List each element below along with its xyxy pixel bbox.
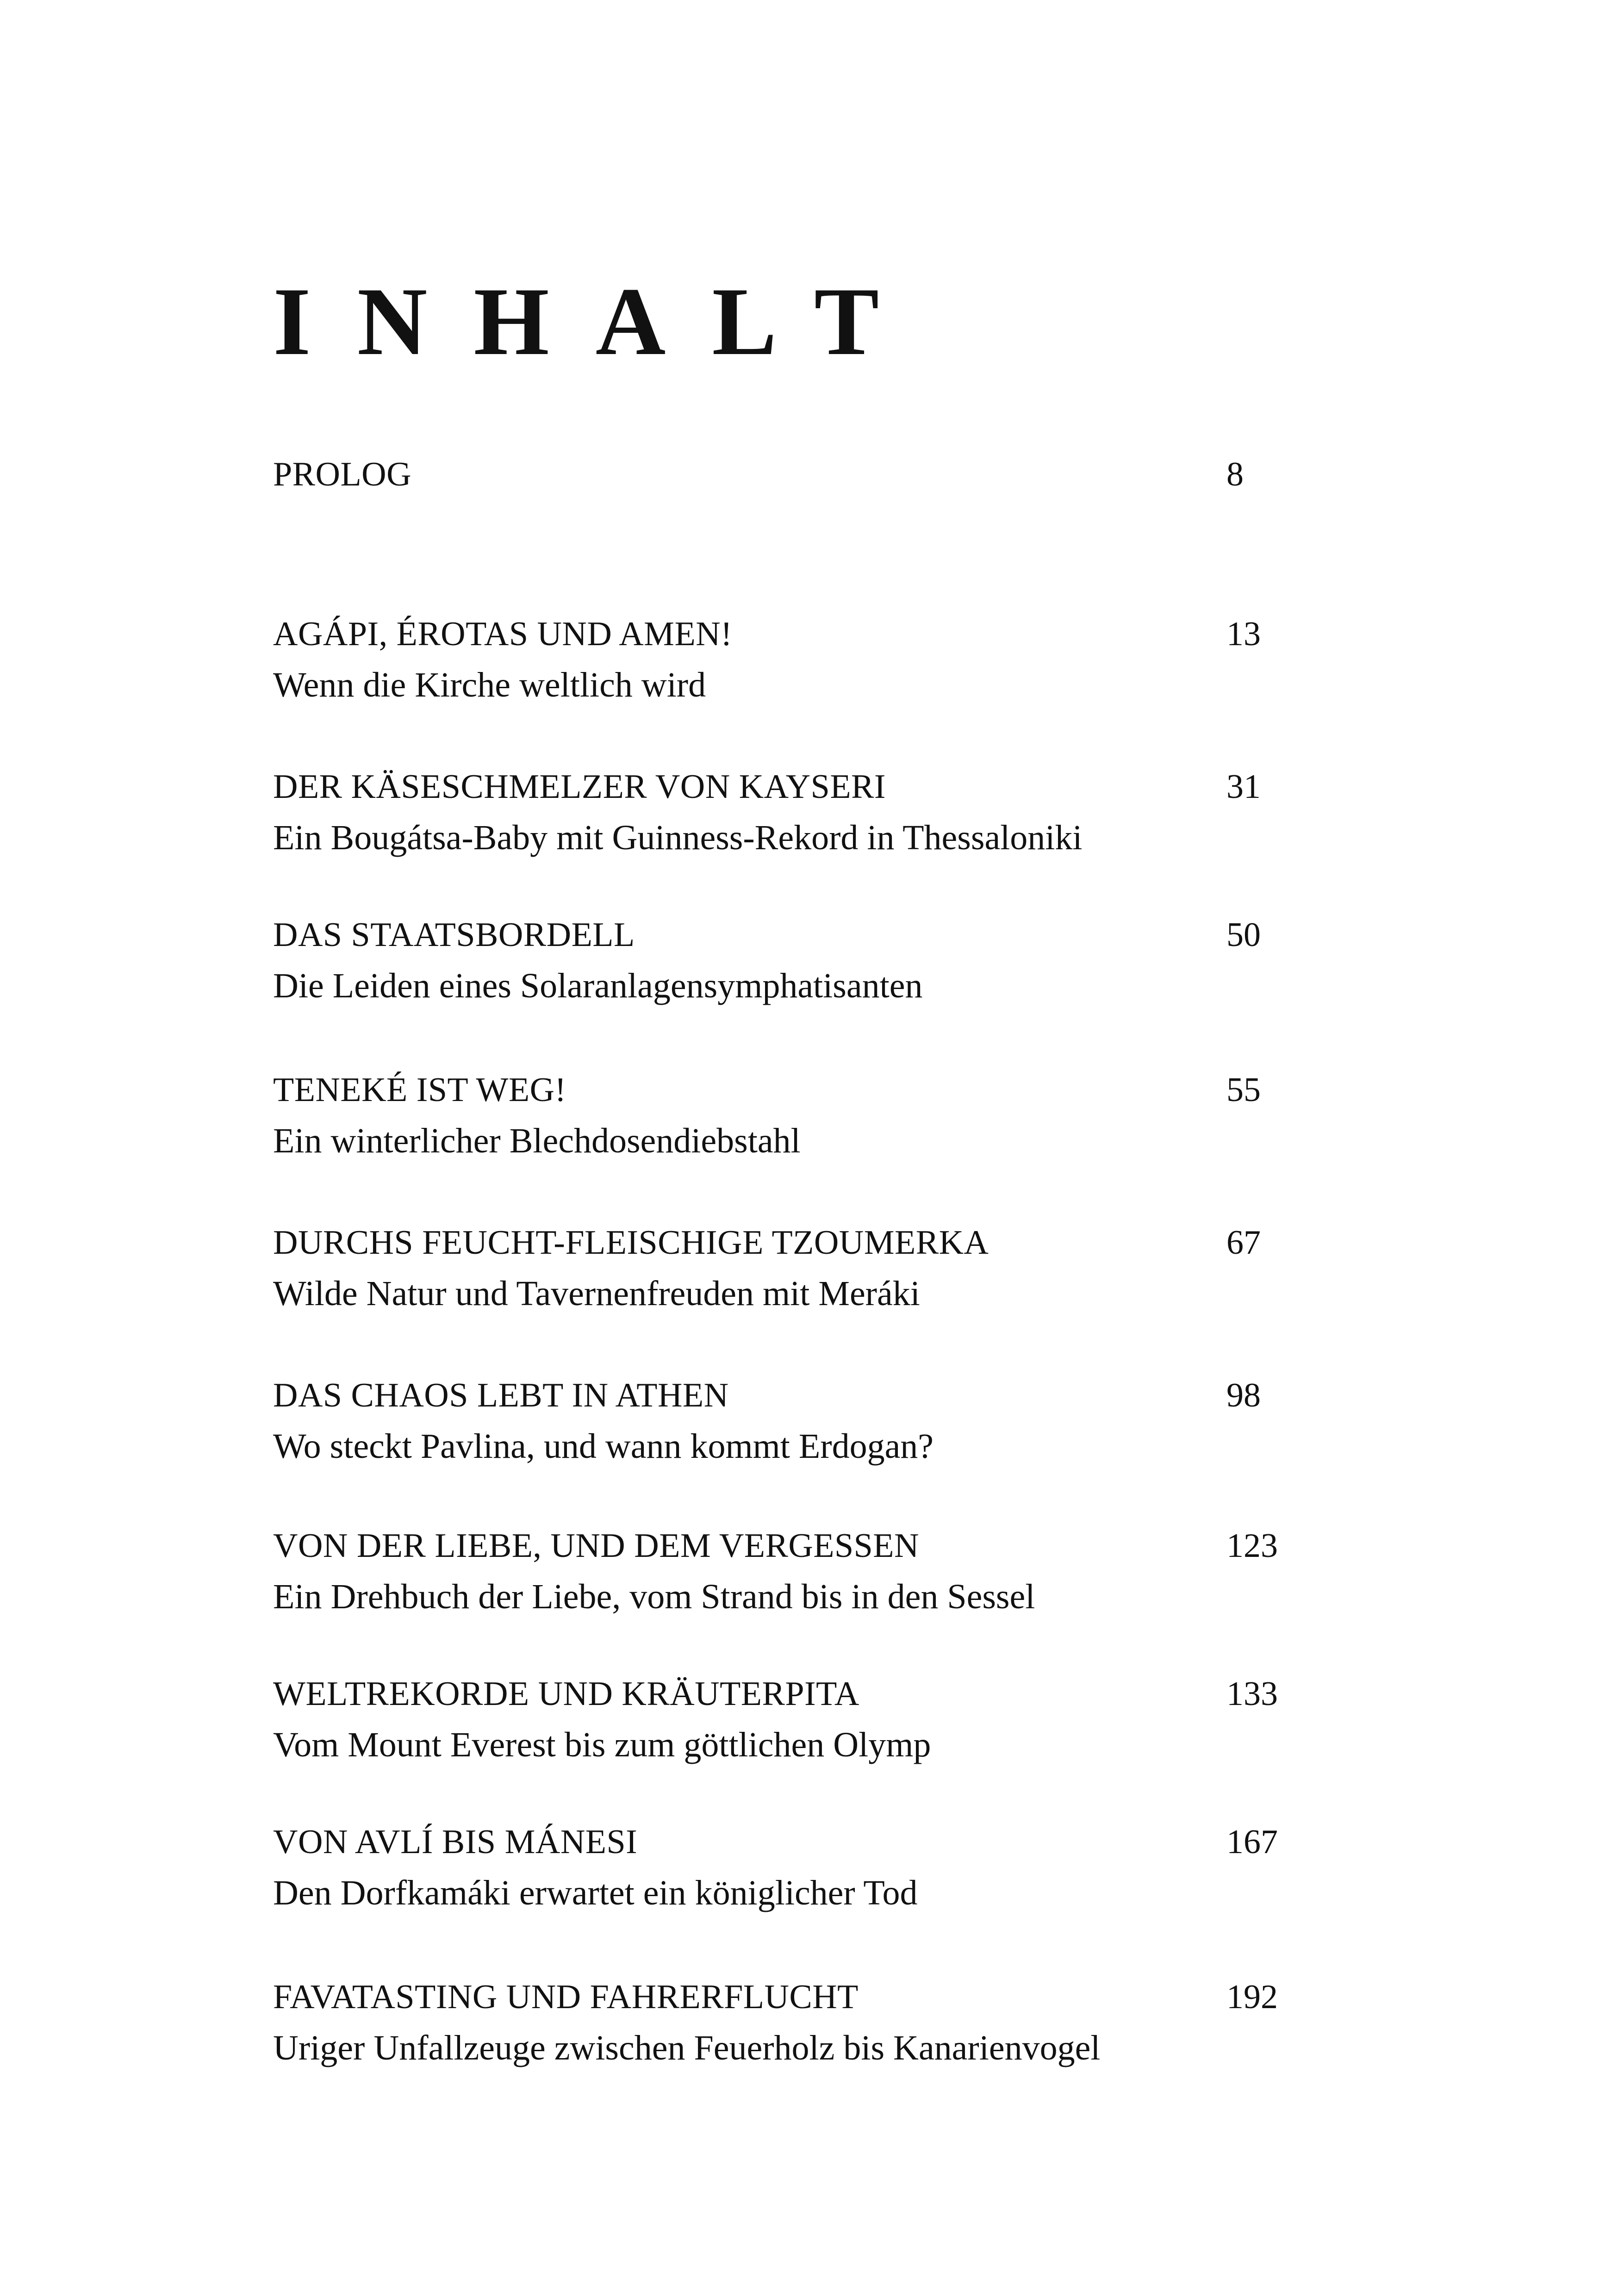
toc-entry-title: WELTREKORDE UND KRÄUTERPITA — [273, 1675, 859, 1713]
toc-entry-page: 50 — [1226, 916, 1261, 954]
toc-entry — [273, 1370, 1338, 1472]
toc-entry-subtitle: Vom Mount Everest bis zum göttlichen Olymp — [273, 1725, 931, 1764]
toc-entry-title: VON AVLÍ BIS MÁNESI — [273, 1823, 638, 1861]
toc-entry-prolog — [273, 449, 1338, 500]
toc-entry-page: 55 — [1226, 1071, 1261, 1109]
toc-entry-subtitle: Wenn die Kirche weltlich wird — [273, 666, 706, 704]
toc-entry-subtitle: Die Leiden eines Solaranlagensymphatisanten — [273, 966, 923, 1005]
toc-entry-title: DAS CHAOS LEBT IN ATHEN — [273, 1376, 729, 1414]
toc-entry-page: 123 — [1226, 1527, 1278, 1565]
toc-entry — [273, 909, 1338, 1011]
toc-entry-page: 98 — [1226, 1376, 1261, 1414]
page-title: INHALT — [273, 268, 926, 375]
toc-entry-page: 167 — [1226, 1823, 1278, 1861]
toc-entry-subtitle: Uriger Unfallzeuge zwischen Feuerholz bis Kanarienvogel — [273, 2028, 1101, 2067]
toc-entry — [273, 1064, 1338, 1166]
toc-entry-page: 8 — [1226, 455, 1244, 493]
toc-entry-subtitle: Ein Drehbuch der Liebe, vom Strand bis in den Sessel — [273, 1577, 1035, 1616]
toc-entry-page: 13 — [1226, 615, 1261, 653]
toc-entry-page: 67 — [1226, 1224, 1261, 1262]
toc-entry — [273, 1217, 1338, 1319]
toc-entry-subtitle: Den Dorfkamáki erwartet ein königlicher Tod — [273, 1873, 918, 1912]
toc-entry — [273, 609, 1338, 710]
toc-entry-page: 192 — [1226, 1978, 1278, 2016]
toc-entry-title: PROLOG — [273, 455, 412, 493]
toc-entry-title: DAS STAATSBORDELL — [273, 916, 635, 954]
toc-entry-title: DURCHS FEUCHT-FLEISCHIGE TZOUMERKA — [273, 1224, 989, 1262]
toc-entry-title: AGÁPI, ÉROTAS UND AMEN! — [273, 615, 733, 653]
toc-entry-subtitle: Wo steckt Pavlina, und wann kommt Erdogan? — [273, 1427, 934, 1466]
toc-entry — [273, 1972, 1338, 2073]
toc-entry — [273, 1817, 1338, 1918]
toc-entry-title: FAVATASTING UND FAHRERFLUCHT — [273, 1978, 859, 2016]
toc-entry-title: VON DER LIEBE, UND DEM VERGESSEN — [273, 1527, 919, 1565]
toc-entry — [273, 1668, 1338, 1770]
toc-entry — [273, 761, 1338, 863]
toc-entry-subtitle: Ein Bougátsa-Baby mit Guinness-Rekord in Thessaloniki — [273, 818, 1083, 857]
toc-entry-subtitle: Wilde Natur und Tavernenfreuden mit Meráki — [273, 1274, 920, 1313]
toc-entry — [273, 1520, 1338, 1622]
toc-entry-title: TENEKÉ IST WEG! — [273, 1071, 566, 1109]
toc-entry-page: 31 — [1226, 768, 1261, 806]
toc-entry-page: 133 — [1226, 1675, 1278, 1713]
toc-entry-title: DER KÄSESCHMELZER VON KAYSERI — [273, 768, 886, 806]
toc-entry-subtitle: Ein winterlicher Blechdosendiebstahl — [273, 1121, 801, 1160]
